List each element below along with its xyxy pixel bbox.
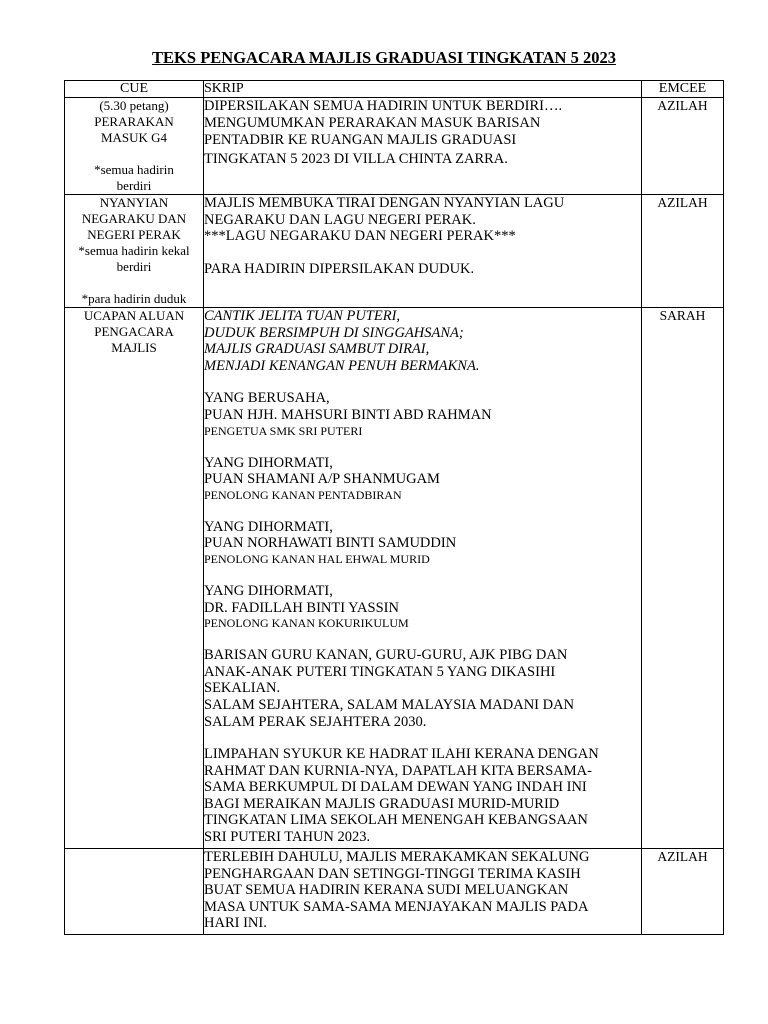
dignitary-salutation: YANG DIHORMATI, bbox=[204, 518, 333, 535]
cue-line: PERARAKAN bbox=[94, 114, 174, 129]
skrip-cell bbox=[204, 849, 642, 935]
gratitude-line: BAGI MERAIKAN MAJLIS GRADUASI MURID-MURID bbox=[204, 795, 560, 812]
emcee-cell: AZILAH bbox=[642, 195, 724, 308]
dignitary-name: DR. FADILLAH BINTI YASSIN bbox=[204, 599, 399, 616]
skrip-cell bbox=[204, 308, 642, 849]
skrip-cell bbox=[204, 195, 642, 308]
dignitary-name: PUAN HJH. MAHSURI BINTI ABD RAHMAN bbox=[204, 406, 492, 423]
gratitude-line: SRI PUTERI TAHUN 2023. bbox=[204, 829, 371, 846]
skrip-line: MENGUMUMKAN PERARAKAN MASUK BARISAN bbox=[204, 114, 541, 131]
skrip-line: ***LAGU NEGARAKU DAN NEGERI PERAK*** bbox=[204, 228, 516, 245]
dignitary-name: PUAN SHAMANI A/P SHANMUGAM bbox=[204, 471, 440, 488]
cue-cell bbox=[65, 849, 204, 935]
pantun-line: CANTIK JELITA TUAN PUTERI, bbox=[204, 308, 401, 324]
emcee-cell: SARAH bbox=[642, 308, 724, 849]
cue-line: *para hadirin duduk bbox=[81, 291, 187, 306]
dignitary-name: PUAN NORHAWATI BINTI SAMUDDIN bbox=[204, 535, 457, 552]
skrip-line: BUAT SEMUA HADIRIN KERANA SUDI MELUANGKAN bbox=[204, 882, 569, 899]
table-header-row bbox=[65, 81, 724, 98]
dignitary-role: PENGETUA SMK SRI PUTERI bbox=[204, 423, 363, 438]
dignitary-role: PENOLONG KANAN PENTADBIRAN bbox=[204, 487, 402, 502]
pantun-line: DUDUK BERSIMPUH DI SINGGAHSANA; bbox=[204, 324, 464, 341]
skrip-line: HARI INI. bbox=[204, 915, 267, 932]
skrip-line: PENGHARGAAN DAN SETINGGI-TINGGI TERIMA KASIH bbox=[204, 865, 581, 882]
pantun bbox=[204, 308, 641, 374]
cue-line: UCAPAN ALUAN bbox=[83, 308, 185, 323]
closing-line: SALAM SEJAHTERA, SALAM MALAYSIA MADANI DAN bbox=[204, 696, 575, 713]
skrip-line: NEGARAKU DAN LAGU NEGERI PERAK. bbox=[204, 211, 476, 228]
cue-line: *semua hadirin kekal bbox=[78, 243, 190, 258]
skrip-line: PENTADBIR KE RUANGAN MAJLIS GRADUASI bbox=[204, 132, 517, 149]
cue-line: NEGERI PERAK bbox=[87, 227, 181, 242]
script-table bbox=[64, 80, 724, 935]
closing-line: SALAM PERAK SEJAHTERA 2030. bbox=[204, 713, 427, 730]
cue-line: berdiri bbox=[116, 259, 152, 274]
table-row bbox=[65, 308, 724, 849]
gratitude-line: TINGKATAN LIMA SEKOLAH MENENGAH KEBANGSAAN bbox=[204, 812, 588, 829]
emcee-cell: AZILAH bbox=[642, 849, 724, 935]
skrip-cell bbox=[204, 98, 642, 195]
dignitary-role: PENOLONG KANAN HAL EHWAL MURID bbox=[204, 551, 430, 566]
table-row bbox=[65, 195, 724, 308]
gratitude-line: LIMPAHAN SYUKUR KE HADRAT ILAHI KERANA DENGAN bbox=[204, 746, 599, 763]
cue-line: NYANYIAN bbox=[99, 195, 169, 210]
gratitude-line: SAMA BERKUMPUL DI DALAM DEWAN YANG INDAH INI bbox=[204, 779, 587, 796]
cue-line: *semua hadirin bbox=[94, 162, 174, 177]
document-title: TEKS PENGACARA MAJLIS GRADUASI TINGKATAN 5 2023 bbox=[152, 48, 616, 67]
skrip-line: DIPERSILAKAN SEMUA HADIRIN UNTUK BERDIRI…. bbox=[204, 98, 563, 114]
dignitary-salutation: YANG BERUSAHA, bbox=[204, 390, 330, 407]
table-row bbox=[65, 849, 724, 935]
cue-line: MASUK G4 bbox=[100, 130, 168, 145]
closing-line: ANAK-ANAK PUTERI TINGKATAN 5 YANG DIKASIHI bbox=[204, 663, 556, 680]
header-emcee: EMCEE bbox=[642, 81, 724, 98]
cue-line: PENGACARA bbox=[94, 324, 174, 339]
skrip-line: PARA HADIRIN DIPERSILAKAN DUDUK. bbox=[204, 260, 475, 277]
dignitary-role: PENOLONG KANAN KOKURIKULUM bbox=[204, 616, 409, 631]
skrip-line: MASA UNTUK SAMA-SAMA MENJAYAKAN MAJLIS PADA bbox=[204, 898, 589, 915]
gratitude-line: RAHMAT DAN KURNIA-NYA, DAPATLAH KITA BERSAMA- bbox=[204, 762, 592, 779]
cue-cell bbox=[65, 195, 204, 308]
header-skrip: SKRIP bbox=[204, 81, 642, 98]
skrip-line: TINGKATAN 5 2023 DI VILLA CHINTA ZARRA. bbox=[204, 151, 508, 168]
cue-line: berdiri bbox=[116, 178, 152, 193]
cue-cell bbox=[65, 98, 204, 195]
cue-cell bbox=[65, 308, 204, 849]
closing-line: SEKALIAN. bbox=[204, 680, 281, 697]
pantun-line: MENJADI KENANGAN PENUH BERMAKNA. bbox=[204, 357, 480, 374]
closing-line: BARISAN GURU KANAN, GURU-GURU, AJK PIBG DAN bbox=[204, 647, 568, 664]
pantun-line: MAJLIS GRADUASI SAMBUT DIRAI, bbox=[204, 341, 430, 358]
table-row bbox=[65, 98, 724, 195]
emcee-cell: AZILAH bbox=[642, 98, 724, 195]
skrip-line: MAJLIS MEMBUKA TIRAI DENGAN NYANYIAN LAGU bbox=[204, 195, 565, 211]
header-cue: CUE bbox=[65, 81, 204, 98]
dignitary-salutation: YANG DIHORMATI, bbox=[204, 454, 333, 471]
cue-line: NEGARAKU DAN bbox=[81, 211, 187, 226]
cue-line: MAJLIS bbox=[111, 340, 157, 355]
cue-line: (5.30 petang) bbox=[99, 98, 169, 113]
skrip-line: TERLEBIH DAHULU, MAJLIS MERAKAMKAN SEKALUNG bbox=[204, 849, 590, 865]
dignitary-salutation: YANG DIHORMATI, bbox=[204, 582, 333, 599]
